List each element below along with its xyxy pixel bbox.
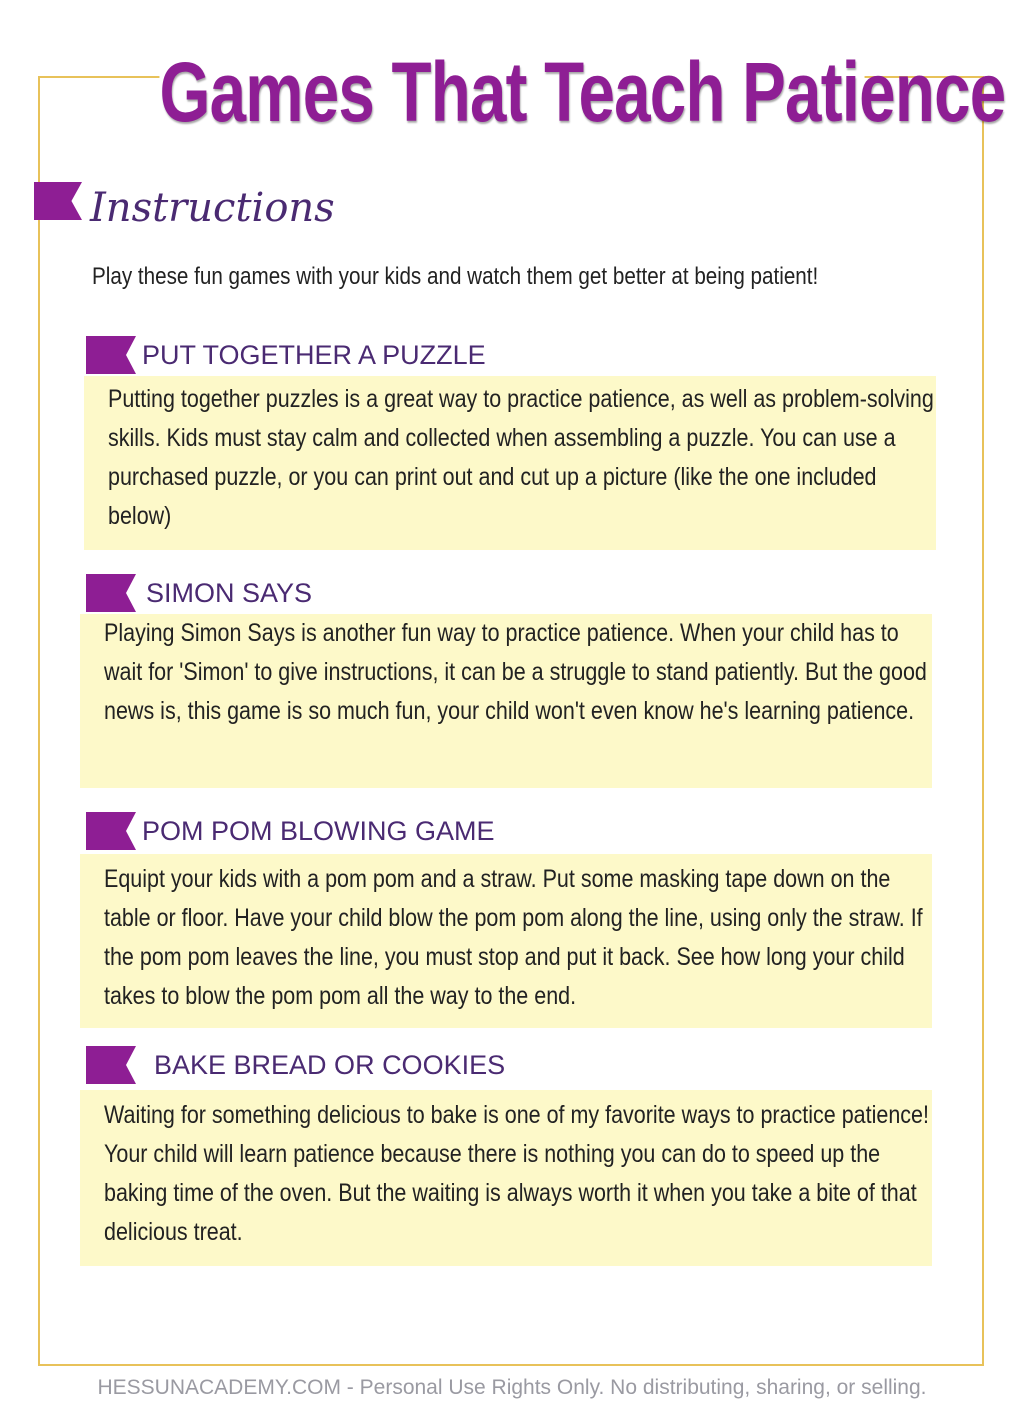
section-body-puzzle: Putting together puzzles is a great way to practice patience, as well as problem-solving skills. Kids must stay calm and collected when assembling a puzzle. You can use a purchased puzzle, or you can print out and cut up a picture (like the one included below) [108, 385, 934, 530]
section-body-pom-pom: Equipt your kids with a pom pom and a straw. Put some masking tape down on the table or floor. Have your child blow the pom pom along the line, using only the straw. If the pom pom leaves the line, you must stop and put it back. See how long your child takes to blow the pom pom all the way to the end. [104, 865, 923, 1010]
section-body-bake: Waiting for something delicious to bake is one of my favorite ways to practice patience! Your child will learn patience because there is nothing you can do to speed up the baking time of the oven. But the waiting is always worth it when you take a bite of that delicious treat. [104, 1101, 929, 1246]
instructions-heading: Instructions [90, 185, 335, 231]
section-title-pom-pom: POM POM BLOWING GAME [142, 816, 495, 846]
page-title: Games That Teach Patience [159, 36, 864, 148]
section-title-simon-says: SIMON SAYS [146, 578, 313, 608]
section-box-simon-says [80, 614, 932, 788]
section-title-puzzle: PUT TOGETHER A PUZZLE [142, 340, 486, 370]
section-title-bake: BAKE BREAD OR COOKIES [154, 1050, 506, 1080]
section-box-bake [80, 1090, 932, 1266]
section-box-puzzle [84, 376, 936, 550]
section-box-pom-pom [80, 854, 932, 1028]
section-body-simon-says: Playing Simon Says is another fun way to practice patience. When your child has to wait for 'Simon' to give instructions, it can be a struggle to stand patiently. But the good news is, this game is so much fun, your child won't even know he's learning patience. [104, 619, 927, 725]
footer-copyright: HESSUNACADEMY.COM - Personal Use Rights Only. No distributing, sharing, or selling. [97, 1376, 927, 1399]
instructions-intro: Play these fun games with your kids and watch them get better at being patient! [92, 263, 819, 290]
